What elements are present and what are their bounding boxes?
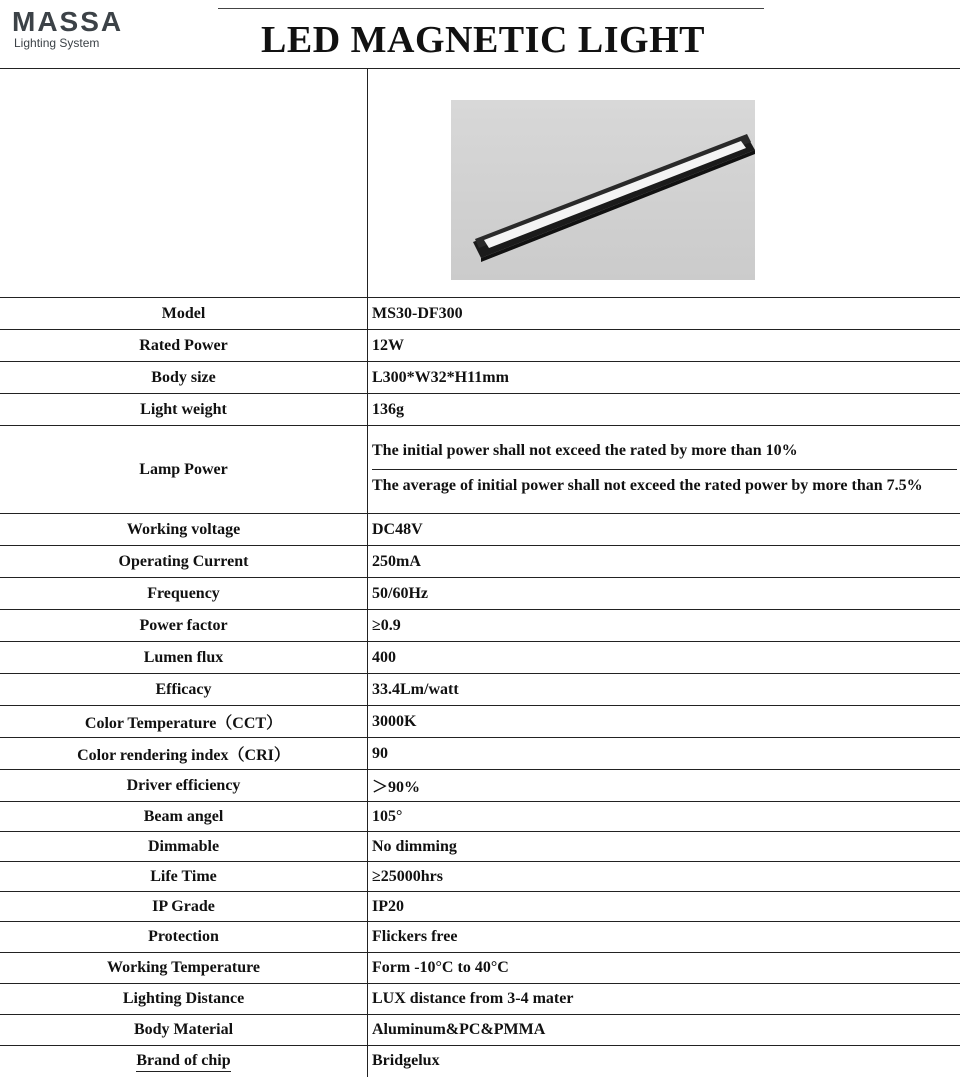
spec-label: Driver efficiency — [0, 770, 368, 802]
spec-value: DC48V — [368, 514, 960, 546]
logo-wordmark: MASSA — [12, 6, 124, 37]
table-row — [0, 610, 960, 642]
spec-label: Model — [0, 298, 368, 330]
spec-value: L300*W32*H11mm — [368, 362, 960, 394]
spec-label: Working voltage — [0, 514, 368, 546]
table-row — [0, 706, 960, 738]
table-row — [0, 738, 960, 770]
spec-label: Body Material — [0, 1015, 368, 1046]
spec-label: Frequency — [0, 578, 368, 610]
table-row — [0, 953, 960, 984]
spec-value: 50/60Hz — [368, 578, 960, 610]
spec-label: Dimmable — [0, 832, 368, 862]
spec-value: MS30-DF300 — [368, 298, 960, 330]
table-row — [0, 922, 960, 953]
spec-label: Light weight — [0, 394, 368, 426]
table-row — [0, 1015, 960, 1046]
spec-value: Aluminum&PC&PMMA — [368, 1015, 960, 1046]
spec-value: Flickers free — [368, 922, 960, 953]
spec-label: Lamp Power — [0, 426, 368, 514]
spec-value: 250mA — [368, 546, 960, 578]
image-row — [0, 69, 960, 298]
spec-value: 105° — [368, 802, 960, 832]
magnetic-light-icon — [451, 100, 755, 280]
product-photo — [451, 100, 755, 280]
product-photo-cell — [368, 69, 960, 298]
table-row — [0, 832, 960, 862]
table-row — [0, 984, 960, 1015]
spec-label: Life Time — [0, 862, 368, 892]
table-row — [0, 802, 960, 832]
image-row-blank — [0, 69, 368, 298]
spec-value: 90 — [368, 738, 960, 770]
spec-table — [0, 68, 960, 1077]
table-row — [0, 578, 960, 610]
table-row — [0, 362, 960, 394]
spec-label: Working Temperature — [0, 953, 368, 984]
spec-subvalue: The average of initial power shall not exceed the rated power by more than 7.5% — [372, 477, 923, 494]
spec-value: ＞90% — [368, 770, 960, 802]
page-title: LED MAGNETIC LIGHT — [261, 19, 705, 61]
table-row — [0, 642, 960, 674]
spec-label: Color Temperature（CCT） — [0, 706, 368, 738]
spec-value: ≥25000hrs — [368, 862, 960, 892]
spec-value: 400 — [368, 642, 960, 674]
table-row — [0, 426, 960, 514]
spec-value-multi — [368, 426, 960, 514]
table-row — [0, 862, 960, 892]
spec-label: Protection — [0, 922, 368, 953]
spec-label: Lighting Distance — [0, 984, 368, 1015]
logo-tagline: Lighting System — [14, 36, 100, 50]
spec-value: Form -10°C to 40°C — [368, 953, 960, 984]
spec-label: Rated Power — [0, 330, 368, 362]
spec-value: LUX distance from 3-4 mater — [368, 984, 960, 1015]
top-rule — [218, 8, 764, 9]
spec-value: 12W — [368, 330, 960, 362]
table-row — [0, 770, 960, 802]
spec-label: Operating Current — [0, 546, 368, 578]
spec-value: ≥0.9 — [368, 610, 960, 642]
spec-label: Power factor — [0, 610, 368, 642]
table-row — [0, 298, 960, 330]
spec-label: Body size — [0, 362, 368, 394]
table-row — [0, 546, 960, 578]
spec-subvalue: The initial power shall not exceed the rated by more than 10% — [372, 435, 957, 470]
spec-label: Beam angel — [0, 802, 368, 832]
spec-label: Brand of chip — [0, 1046, 368, 1077]
spec-value: 136g — [368, 394, 960, 426]
spec-label: Color rendering index（CRI） — [0, 738, 368, 770]
table-row — [0, 1046, 960, 1077]
table-row — [0, 514, 960, 546]
spec-value: No dimming — [368, 832, 960, 862]
spec-label: Efficacy — [0, 674, 368, 706]
table-row — [0, 330, 960, 362]
table-row — [0, 394, 960, 426]
spec-label: Lumen flux — [0, 642, 368, 674]
spec-value: IP20 — [368, 892, 960, 922]
table-row — [0, 674, 960, 706]
spec-value: 33.4Lm/watt — [368, 674, 960, 706]
table-row — [0, 892, 960, 922]
spec-label: IP Grade — [0, 892, 368, 922]
spec-value: Bridgelux — [368, 1046, 960, 1077]
spec-value: 3000K — [368, 706, 960, 738]
